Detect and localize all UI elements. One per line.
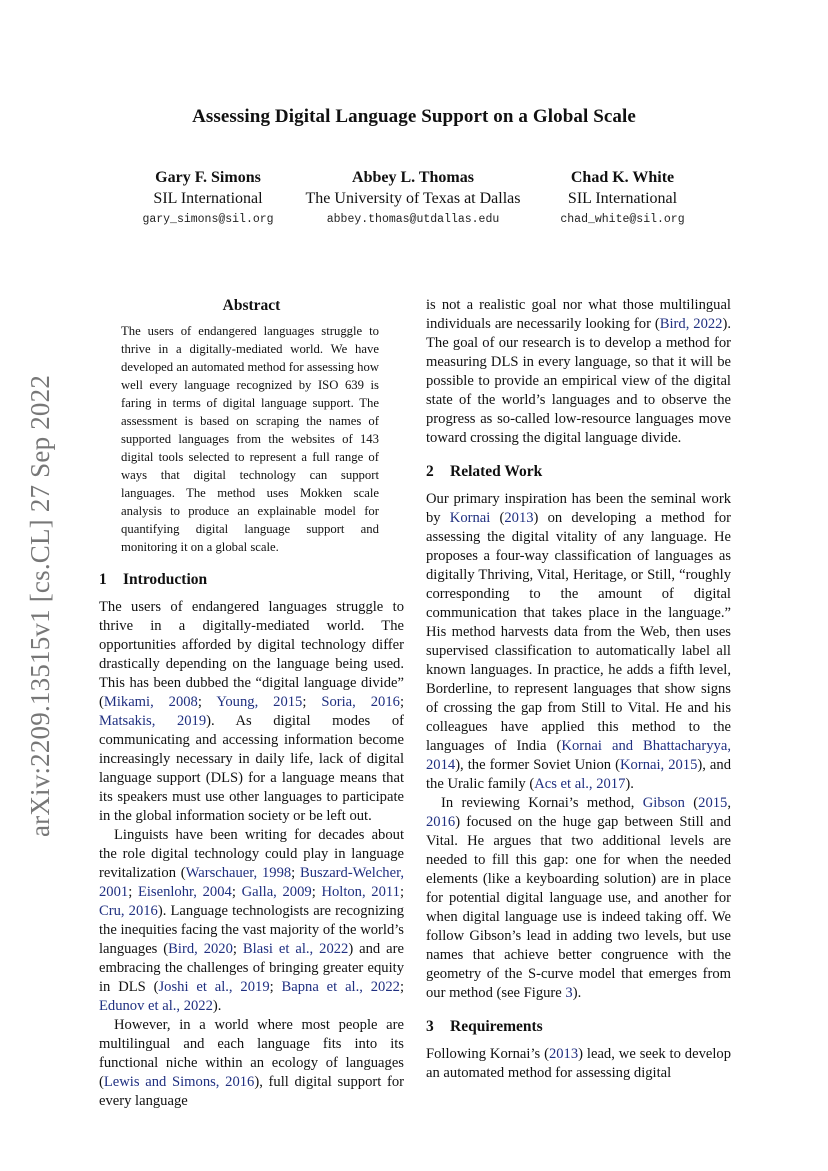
citation-link[interactable]: 3 <box>565 985 573 1001</box>
text-run: ), and the Uralic family ( <box>426 757 731 792</box>
author-name: Abbey L. Thomas <box>352 169 474 186</box>
text-run: ; <box>128 884 138 900</box>
text-run: ) focused on the huge gap between Still and Vital. He argues that two additional levels are needed to fill this gap: one for when the needed elements (like a keyboarding solution) are in place for potential digital language use, and another for when digital language use is indeed taking off. We follow Gibson’s lead in adding two levels, but use names that achieve better congruence with the geometry of the S-curve model that emerges from our method (see Figure <box>426 814 731 1001</box>
text-run: ; <box>399 694 404 710</box>
text-run: However, in a world where most people are multilingual and each language fits into its functional niche within an ecology of languages ( <box>99 1017 404 1090</box>
text-run: ). <box>572 985 582 1001</box>
citation-link[interactable]: Kornai and Bhattacharyya, 2014 <box>426 738 731 773</box>
paragraph <box>426 794 731 1003</box>
paragraph <box>99 1016 404 1111</box>
text-run: Following Kornai’s ( <box>426 1046 549 1062</box>
citation-link[interactable]: Young, 2015 <box>216 694 303 710</box>
citation-link[interactable]: Acs et al., 2017 <box>534 776 626 792</box>
author-email[interactable]: gary_simons@sil.org <box>142 213 274 226</box>
citation-link[interactable]: Bird, 2022 <box>659 316 723 332</box>
text-run: ) on developing a method for assessing the digital vitality of any language. He proposes a four-way classification of languages as digitally Thriving, Vital, Heritage, or Still, “roughly corresponding to the amount of digital communication that takes place in the language.” His method harvests data from the Web, then uses supervised classification to automatically label all known languages. In practice, he adds a fifth level, Borderline, to represent languages that show signs of crossing the gap from Still to Vital. He and his colleagues have applied this method to the languages of India ( <box>426 510 732 754</box>
citation-link[interactable]: Joshi et al., 2019 <box>158 979 270 995</box>
author-email[interactable]: abbey.thomas@utdallas.edu <box>326 213 500 226</box>
section-number: 2 <box>426 463 434 480</box>
paragraph <box>99 826 404 1016</box>
arxiv-sidebar <box>20 366 60 846</box>
section-number: 1 <box>99 571 107 588</box>
text-run: ( <box>490 510 505 526</box>
citation-link[interactable]: Cru, 2016 <box>99 903 158 919</box>
text-run: ), full digital support for every language <box>99 1074 404 1109</box>
text-run: ; <box>269 979 282 995</box>
text-run: is not a realistic goal nor what those multilingual individuals are necessarily looking for ( <box>426 297 731 332</box>
citation-link[interactable]: Gibson <box>642 795 685 811</box>
text-run: The users of endangered languages struggle to thrive in a digitally-mediated world. The opportunities afforded by digital technology differ drastically depending on the language being used. This has been dubbed the “digital language divide” ( <box>99 599 404 710</box>
right-column <box>426 296 731 1083</box>
text-run: ). The goal of our research is to develop a method for measuring DLS in every language, so that it will be possible to provide an empirical view of the digital state of the world’s languages and to observe the progress as so-called low-resource languages move toward crossing the digital language divide. <box>426 316 731 446</box>
text-run: ; <box>302 694 322 710</box>
arxiv-identifier[interactable]: arXiv:2209.13515v1 [cs.CL] 27 Sep 2022 <box>25 374 55 838</box>
text-run: ). <box>212 998 222 1014</box>
text-run: ; <box>197 694 217 710</box>
text-run: ) lead, we seek to develop an automated method for assessing digital <box>426 1046 731 1081</box>
text-run: , <box>727 795 731 811</box>
text-run: ), the former Soviet Union ( <box>455 757 620 773</box>
text-run: Our primary inspiration has been the seminal work by <box>426 491 731 526</box>
section-number: 3 <box>426 1018 434 1035</box>
section-title: Requirements <box>450 1018 543 1035</box>
author-block <box>540 168 705 230</box>
author-affiliation: SIL International <box>567 190 678 207</box>
text-run: ; <box>399 884 405 900</box>
paragraph <box>99 598 404 826</box>
author-name: Chad K. White <box>570 169 675 186</box>
section-heading-related-work <box>426 462 731 482</box>
section-heading-introduction <box>99 570 404 590</box>
author-name: Gary F. Simons <box>155 169 261 186</box>
citation-link[interactable]: Soria, 2016 <box>321 694 400 710</box>
text-run: ). Language technologists are recognizing the inequities facing the vast majority of the world’s languages ( <box>99 903 404 957</box>
citation-link[interactable]: Lewis and Simons, 2016 <box>103 1074 255 1090</box>
text-run: ( <box>684 795 699 811</box>
text-run: ; <box>291 865 300 881</box>
section-title: Related Work <box>450 463 543 480</box>
citation-link[interactable]: Warschauer, 1998 <box>185 865 292 881</box>
text-run: ). <box>625 776 634 792</box>
text-run: Linguists have been writing for decades about the role digital technology could play in language revitalization ( <box>99 827 404 881</box>
text-run: ; <box>311 884 322 900</box>
citation-link[interactable]: Edunov et al., 2022 <box>99 998 213 1014</box>
left-column <box>99 296 404 1111</box>
author-block <box>293 168 533 230</box>
citation-link[interactable]: Holton, 2011 <box>321 884 400 900</box>
author-affiliation: The University of Texas at Dallas <box>305 190 521 207</box>
text-run: ; <box>232 941 243 957</box>
paragraph <box>426 1045 731 1083</box>
citation-link[interactable]: Blasi et al., 2022 <box>242 941 349 957</box>
paragraph-continued <box>426 296 731 448</box>
text-run: ; <box>399 979 405 995</box>
abstract-text: The users of endangered languages struggle to thrive in a digitally-mediated world. We have developed an automated method for assessing how well every language recognized by ISO 639 is faring in terms of digital language support. The assessment is based on scraping the names of supported languages from the websites of 143 digital tools selected to represent a full range of ways that digital technology can support languages. The method uses Mokken scale analysis to produce an explainable model for quantifying digital language support and monitoring it on a global scale. <box>121 324 379 554</box>
section-heading-requirements <box>426 1017 731 1037</box>
text-run: ). As digital modes of communicating and accessing information become increasingly necessary in daily life, lack of digital language support (DLS) for a language means that its speakers must use other languages to participate in the global information society or be left out. <box>99 713 404 824</box>
citation-link[interactable]: 2013 <box>548 1046 579 1062</box>
citation-link[interactable]: 2016 <box>426 814 456 830</box>
section-title: Introduction <box>123 571 208 588</box>
citation-link[interactable]: Matsakis, 2019 <box>99 713 207 729</box>
author-block <box>128 168 288 230</box>
citation-link[interactable]: 2013 <box>504 510 534 526</box>
citation-link[interactable]: Galla, 2009 <box>241 884 312 900</box>
citation-link[interactable]: Buszard-Welcher, 2001 <box>99 865 404 900</box>
citation-link[interactable]: Kornai, 2015 <box>620 757 698 773</box>
text-run: In reviewing Kornai’s method, <box>441 795 643 811</box>
citation-link[interactable]: Mikami, 2008 <box>103 694 198 710</box>
author-affiliation: SIL International <box>153 190 263 207</box>
citation-link[interactable]: Kornai <box>449 510 491 526</box>
paragraph <box>426 490 731 794</box>
text-run: ; <box>231 884 242 900</box>
author-email[interactable]: chad_white@sil.org <box>560 213 685 226</box>
paper-title: Assessing Digital Language Support on a Global Scale <box>192 106 636 127</box>
citation-link[interactable]: Bird, 2020 <box>168 941 233 957</box>
citation-link[interactable]: 2015 <box>698 795 728 811</box>
abstract-heading: Abstract <box>222 297 281 314</box>
citation-link[interactable]: Bapna et al., 2022 <box>281 979 400 995</box>
citation-link[interactable]: Eisenlohr, 2004 <box>137 884 232 900</box>
text-run: ) and are embracing the challenges of bringing greater equity in DLS ( <box>99 941 404 995</box>
